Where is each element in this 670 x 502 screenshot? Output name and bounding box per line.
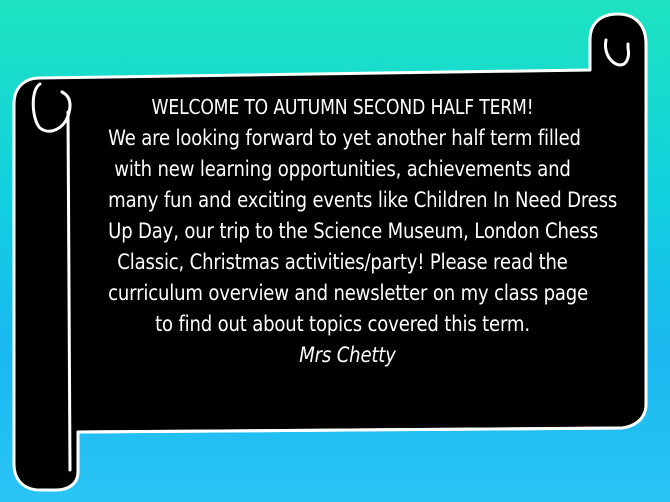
message-line-5: Classic, Christmas activities/party! Please read the [117,250,568,274]
message-line-3: many fun and exciting events like Children In Need Dress [108,188,618,212]
signature: Mrs Chetty [299,343,396,367]
message-line-2: with new learning opportunities, achievements and [114,157,571,181]
welcome-message [70,92,618,371]
message-line-1: We are looking forward to yet another half term filled [108,126,581,150]
message-line-4: Up Day, our trip to the Science Museum, London Chess [108,219,599,243]
message-line-6: curriculum overview and newsletter on my class page [108,281,589,305]
message-line-7: to find out about topics covered this term. [155,312,530,336]
message-heading: WELCOME TO AUTUMN SECOND HALF TERM! [151,95,534,119]
